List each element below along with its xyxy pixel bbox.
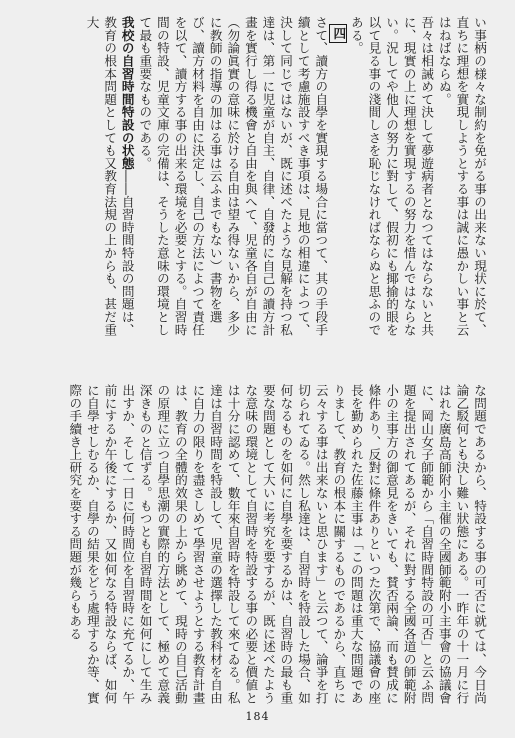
section-number-box: 四 [329, 24, 347, 43]
paragraph: 吾々は相誡めて決して夢遊病者となつてはならないと共に、現實の上に理想を實現するの努力を惜んではならない。況してや他人の努力に對して、假初にも揶揄的眼を以て見る事の淺間しさを恥じなければならぬと思ふのである。 [348, 16, 435, 336]
section-heading [329, 16, 347, 338]
paragraph: さて、讀方の自學を實現する場合に當つて、其の手段手續として考慮施設すべき事項は、見地の相違によつて、決して同じではないが、既に述べたような見解を持つ私達は、第一に児童が自主、自律、自發的に自己の讀方計畫を實行し得る機會と自由を與へて、児童各自が自由に（勿論眞實の意味に於ける自由は望み得ないから、多少に教師の指導の加はる事は云ふまでもない）書物を選び、讀方材料を自由に決定し、自己の方法によつて責任を以て、讀方する事の出来る環境を必要とする。自習時間の特設、児童文庫の完備は、そうした意味の環境として最も重要なものである。 [137, 16, 329, 336]
paragraph [83, 16, 136, 338]
lower-text-tier [30, 384, 488, 704]
upper-text-tier [30, 16, 488, 338]
emphasized-heading: 我校の自習時間特設の状態 [119, 16, 135, 170]
paragraph-text: ――自習時間特設の問題は、教育の根本問題としても又教育法規の上からも、甚だ重大 [84, 16, 135, 336]
paragraph: な問題であるから、特設する事の可否に就ては、今日尚論乙駁何とも決し難い狀態にある。一昨年の十一月に行はれた廣島高師附小主催の全國師範附小主事會の協議會に、岡山女子師範から「自習時間特設の可否」と云ふ問題を提出されてあるが、それに對する全國各道の師範附小の主事方の御意見をきいても、賛否兩論、而も賛成に條件あり、反對に條件ありといつた次第で、協議會の座長を勤められた佐藤主事は「この問題は重大な問題でありまして、教育の根本に關するものであるから、直ちに云々する事は出来ないと思ひます」と云つて、論爭を打切られてゐる。然し私達は、自習時を特設した場合、如何なるものを如何に自學を要するかは、自習時の最も重要な問題として大いに考究を要するが、既に述べたような意味の環境として自習時を特設する事の必要と價値とは十分に認めて、數年來自習時を特設して來てゐる。私達は自習時間を特設して、児童の選擇した教科材を自由に自力の限りを盡さしめて學習させようとする教育計畫は、教育の全體的效果の上から眺めて、現時の自己活動の原理に立つ自學思潮の實際的方法として、極めて意義深きものと信ずる。もつとも自習時間を如何にして生み出すか、そして一日に何時間位を自習時に充てるか、午前にするか午後にするか、又如何なる特設ならば、如何に自學せしむるか、自學の結果をどう處理するか等、實際の手續き上研究を要する問題が幾らもある [67, 384, 487, 704]
paragraph: い事柄の様々な制約を免がる事の出来ない現状に於て、直ちに理想を實現しようとする事は誠に愚かしい事と云はねばならぬ。 [436, 16, 487, 336]
page-number: 184 [245, 710, 270, 723]
